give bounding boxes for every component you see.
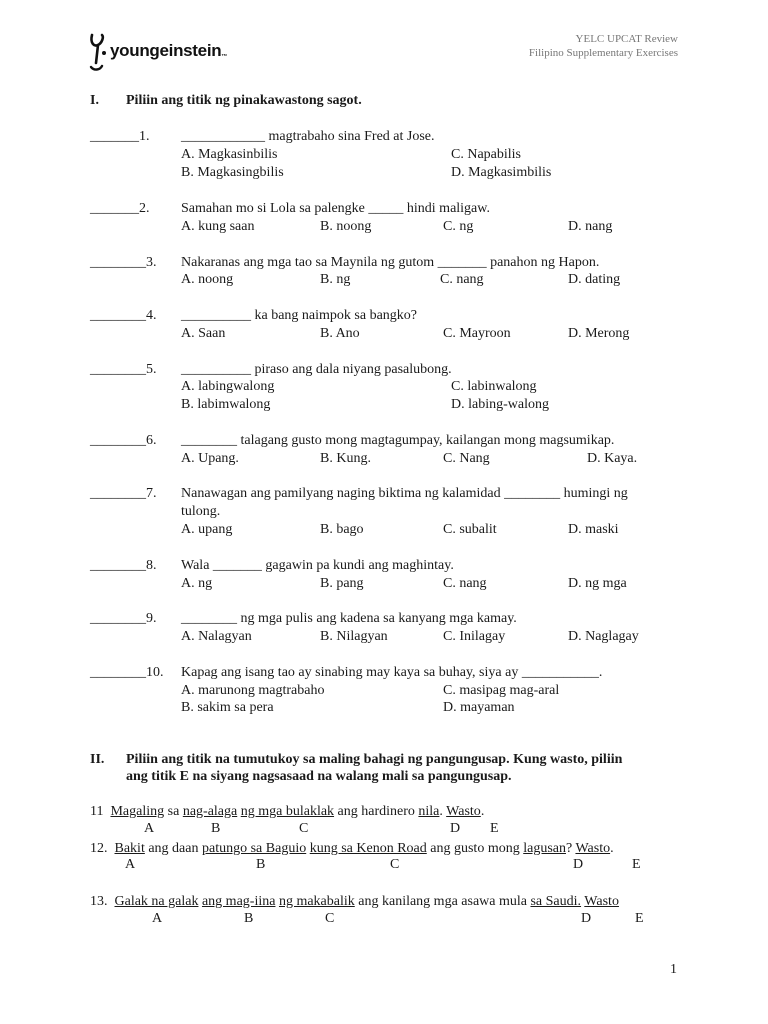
choice-d[interactable]: D. nang [568,219,613,234]
choice-a[interactable]: A. Nalagyan [181,629,252,644]
choice-b[interactable]: B. Magkasingbilis [181,165,284,180]
question-stem: __________ piraso ang dala niyang pasalubong. [181,362,452,377]
choice-b[interactable]: B. pang [320,576,364,591]
choice-b[interactable]: B. bago [320,522,364,537]
choice-c[interactable]: C. Mayroon [443,326,511,341]
choice-c[interactable]: C. Nang [443,451,490,466]
part-c[interactable]: ng makabalik [278,894,355,909]
letter-b: B [244,911,254,926]
question-stem: ________ ng mga pulis ang kadena sa kanyang mga kamay. [181,611,517,626]
choice-d[interactable]: D. dating [568,272,621,287]
answer-blank[interactable]: ________7. [90,486,157,501]
section-1-title: Piliin ang titik ng pinakawastong sagot. [126,93,362,108]
part-a[interactable]: Bakit [114,841,145,856]
choice-a[interactable]: A. upang [181,522,233,537]
text: ang daan [144,841,202,856]
choice-a[interactable]: A. ng [181,576,213,591]
question-number: 13. [90,894,108,909]
part-d[interactable]: nila [418,804,440,819]
question-stem: Nanawagan ang pamilyang naging biktima ng kalamidad ________ humingi ng [181,486,628,501]
choice-b[interactable]: B. Nilagyan [320,629,388,644]
choice-b[interactable]: B. ng [320,272,351,287]
text: ang hardinero [334,804,419,819]
letter-c: C [325,911,335,926]
question-stem: Kapag ang isang tao ay sinabing may kaya sa buhay, siya ay ___________. [181,665,603,680]
choice-d[interactable]: D. maski [568,522,619,537]
letter-a: A [144,821,155,836]
text: . [610,841,614,856]
choice-b[interactable]: B. Ano [320,326,360,341]
letter-e: E [490,821,499,836]
text: . [439,804,447,819]
section-2-title-line-1: Piliin ang titik na tumutukoy sa maling bahagi ng pangungusap. Kung wasto, piliin [126,752,623,767]
part-b[interactable]: ang mag-iina [201,894,276,909]
choice-a[interactable]: A. kung saan [181,219,255,234]
choice-a[interactable]: A. Upang. [181,451,239,466]
question-number: 12. [90,841,108,856]
brand-name: youngeinstein [110,41,222,60]
part-c[interactable]: kung sa Kenon Road [309,841,427,856]
answer-blank[interactable]: ________10. [90,665,164,680]
answer-blank[interactable]: ________6. [90,433,157,448]
choice-c[interactable]: C. nang [443,576,487,591]
letter-b: B [256,857,266,872]
answer-blank[interactable]: ________4. [90,308,157,323]
question-11-sentence [90,803,484,821]
choice-d[interactable]: D. Merong [568,326,630,341]
choice-b[interactable]: B. noong [320,219,372,234]
text: sa [164,804,183,819]
choice-b[interactable]: B. sakim sa pera [181,700,274,715]
part-b[interactable]: nag-alaga [182,804,238,819]
choice-d[interactable]: D. mayaman [443,700,515,715]
part-a[interactable]: Magaling [110,804,165,819]
question-stem: ____________ magtrabaho sina Fred at Jose. [181,129,435,144]
letter-d: D [573,857,584,872]
question-number: 11 [90,804,104,819]
answer-blank[interactable]: _______2. [90,201,150,216]
answer-blank[interactable]: ________9. [90,611,157,626]
part-c[interactable]: ng mga bulaklak [240,804,335,819]
question-13-sentence [90,893,619,911]
choice-b[interactable]: B. labimwalong [181,397,271,412]
answer-blank[interactable]: ________5. [90,362,157,377]
part-e[interactable]: Wasto [584,894,619,909]
section-1-number: I. [90,93,99,108]
choice-c[interactable]: C. nang [440,272,484,287]
answer-blank[interactable]: ________3. [90,255,157,270]
part-e[interactable]: Wasto [575,841,611,856]
choice-c[interactable]: C. ng [443,219,474,234]
choice-d[interactable]: D. labing-walong [451,397,549,412]
choice-a[interactable]: A. noong [181,272,234,287]
trademark: ™ [221,54,228,60]
part-d[interactable]: sa Saudi. [530,894,582,909]
choice-a[interactable]: A. labingwalong [181,379,275,394]
letter-a: A [152,911,163,926]
answer-blank[interactable]: _______1. [90,129,150,144]
part-e[interactable]: Wasto [446,804,481,819]
choice-c[interactable]: C. labinwalong [451,379,537,394]
section-2-number: II. [90,752,105,767]
header-title: YELC UPCAT Review [575,33,678,45]
letter-c: C [299,821,309,836]
question-stem: __________ ka bang naimpok sa bangko? [181,308,418,323]
choice-c[interactable]: C. subalit [443,522,497,537]
choice-a[interactable]: A. Saan [181,326,226,341]
choice-a[interactable]: A. marunong magtrabaho [181,683,325,698]
section-2-title-line-2: ang titik E na siyang nagsasaad na walang mali sa pangungusap. [126,769,512,784]
page-number: 1 [670,962,677,977]
question-12-sentence [90,840,614,858]
question-stem: Wala _______ gagawin pa kundi ang maghintay. [181,558,454,573]
choice-d[interactable]: D. ng mga [568,576,627,591]
choice-a[interactable]: A. Magkasinbilis [181,147,278,162]
choice-b[interactable]: B. Kung. [320,451,371,466]
text: ang kanilang mga asawa mula [354,894,531,909]
letter-e: E [632,857,641,872]
question-stem: Nakaranas ang mga tao sa Maynila ng gutom _______ panahon ng Hapon. [181,255,600,270]
choice-d[interactable]: D. Magkasimbilis [451,165,552,180]
part-b[interactable]: patungo sa Baguio [202,841,307,856]
text: ang gusto mong [426,841,524,856]
letter-e: E [635,911,644,926]
choice-c[interactable]: C. masipag mag-aral [443,683,560,698]
choice-d[interactable]: D. Naglagay [568,629,639,644]
letter-c: C [390,857,400,872]
part-d[interactable]: lagusan [523,841,566,856]
choice-c[interactable]: C. Napabilis [451,147,521,162]
text: . [480,804,485,819]
choice-c[interactable]: C. Inilagay [443,629,506,644]
text: ? [565,841,576,856]
letter-d: D [450,821,461,836]
letter-b: B [211,821,221,836]
question-stem-continued: tulong. [181,504,221,519]
answer-blank[interactable]: ________8. [90,558,157,573]
question-stem: ________ talagang gusto mong magtagumpay, kailangan mong magsumikap. [181,433,615,448]
letter-d: D [581,911,592,926]
header-subtitle: Filipino Supplementary Exercises [528,47,678,59]
letter-a: A [125,857,136,872]
part-a[interactable]: Galak na galak [114,894,199,909]
logo-mark-icon [88,33,108,73]
choice-d[interactable]: D. Kaya. [587,451,638,466]
question-stem: Samahan mo si Lola sa palengke _____ hindi maligaw. [181,201,490,216]
